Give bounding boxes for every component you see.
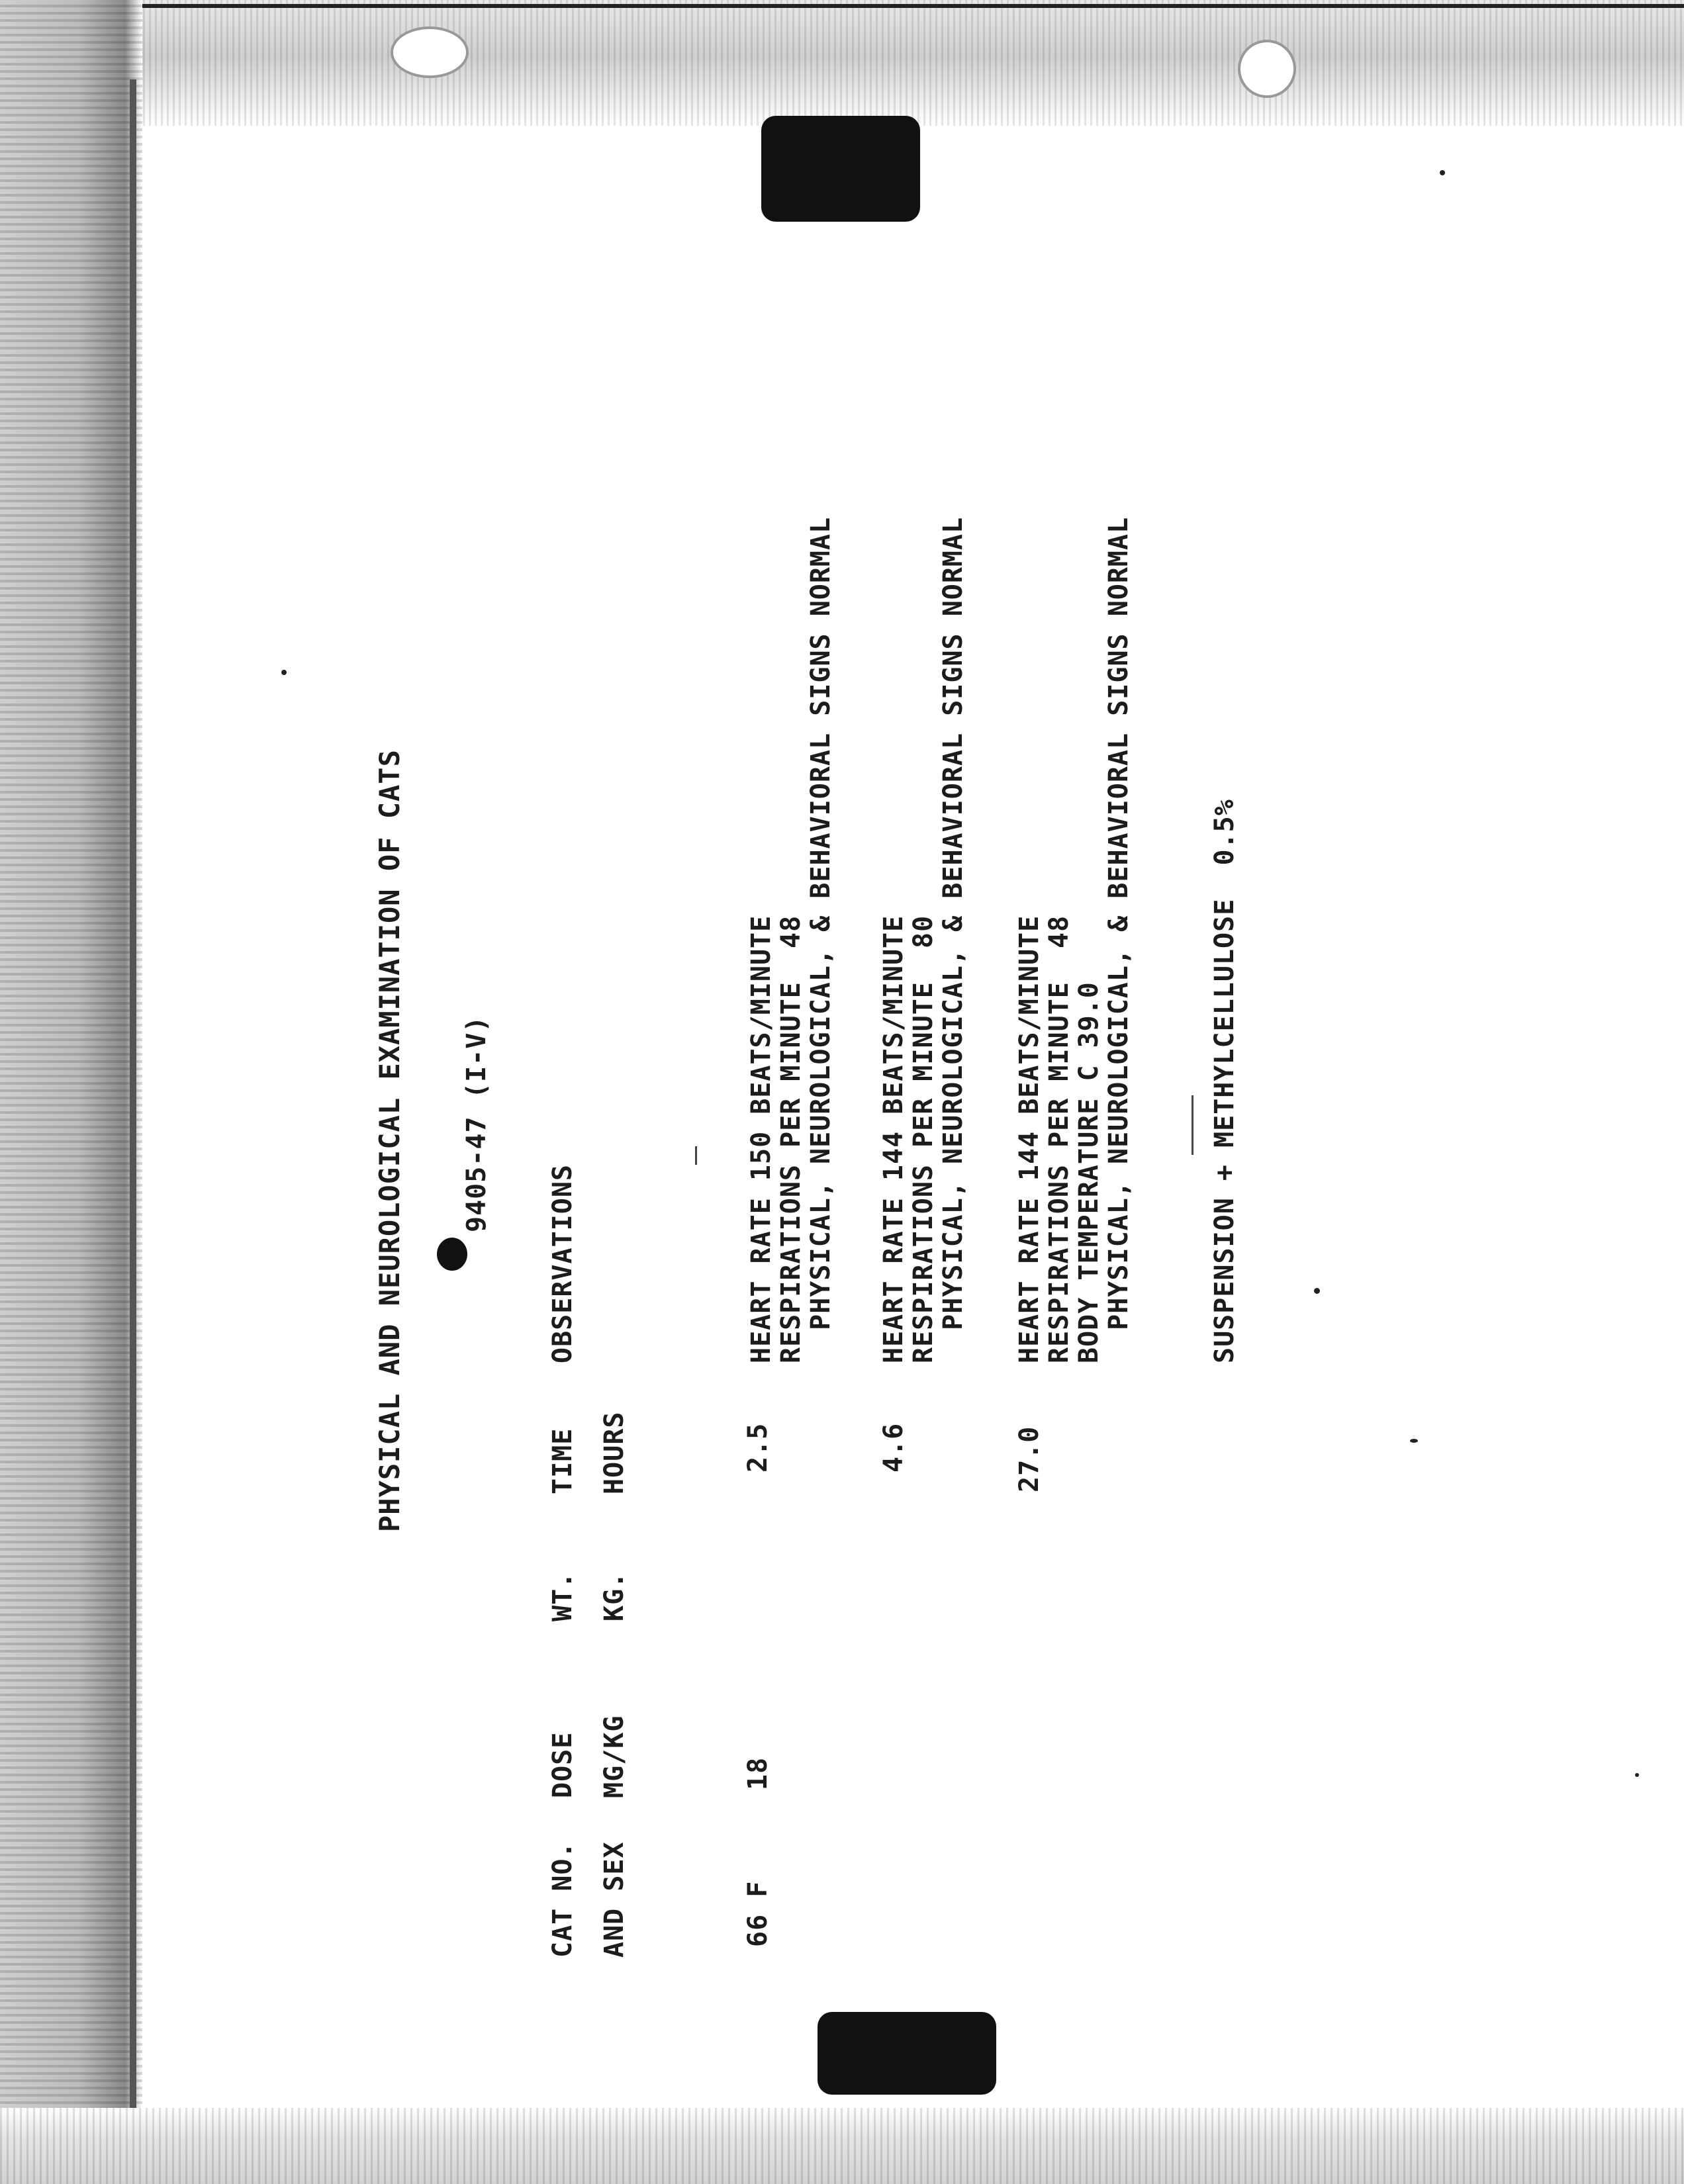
col-observations-header: OBSERVATIONS — [547, 1164, 578, 1363]
col-cat-header-1: CAT NO. — [547, 1841, 578, 1958]
col-wt-header-1: WT. — [547, 1571, 578, 1621]
redaction-bullet — [437, 1238, 467, 1271]
observation-line: PHYSICAL, NEUROLOGICAL, & BEHAVIORAL SIGNS NORMAL — [938, 516, 968, 1363]
col-wt-header-2: KG. — [599, 1571, 630, 1621]
observation-line: PHYSICAL, NEUROLOGICAL, & BEHAVIORAL SIGNS NORMAL — [1103, 516, 1134, 1363]
compound-number: 9405-47 — [461, 1116, 492, 1232]
speck — [1635, 1773, 1639, 1777]
pencil-mark — [695, 1146, 697, 1165]
footer-note: SUSPENSION + METHYLCELLULOSE 0.5% — [1209, 799, 1240, 1363]
time-value: 4.6 — [878, 1422, 909, 1473]
col-time-header-2: HOURS — [599, 1411, 630, 1494]
col-dose-header-1: DOSE — [547, 1731, 578, 1798]
speck — [1410, 1439, 1418, 1443]
col-dose-header-2: MG/KG — [599, 1715, 630, 1798]
dose-value: 18 — [743, 1756, 773, 1790]
time-value: 2.5 — [743, 1422, 773, 1473]
observation-line: HEART RATE 144 BEATS/MINUTE — [1014, 915, 1045, 1363]
time-value: 27.0 — [1014, 1426, 1045, 1492]
observation-line: PHYSICAL, NEUROLOGICAL, & BEHAVIORAL SIGNS NORMAL — [806, 516, 836, 1363]
cat-number-sex: 66 F — [743, 1880, 773, 1947]
observation-line: RESPIRATIONS PER MINUTE 48 — [1044, 915, 1074, 1363]
speck — [1314, 1288, 1320, 1294]
compound-range: (I-V) — [461, 1015, 492, 1099]
observation-line: RESPIRATIONS PER MINUTE 80 — [908, 915, 939, 1363]
speck — [281, 670, 287, 675]
observation-line: RESPIRATIONS PER MINUTE 48 — [776, 915, 806, 1363]
col-cat-header-2: AND SEX — [599, 1841, 630, 1958]
speck — [1440, 170, 1445, 175]
observation-line: HEART RATE 150 BEATS/MINUTE — [746, 915, 776, 1363]
pencil-mark — [1192, 1095, 1193, 1155]
document-title: PHYSICAL AND NEUROLOGICAL EXAMINATION OF CATS — [373, 749, 406, 1532]
col-time-header-1: TIME — [547, 1428, 578, 1494]
observation-line: HEART RATE 144 BEATS/MINUTE — [878, 915, 909, 1363]
observation-line: BODY TEMPERATURE C 39.0 — [1074, 981, 1104, 1363]
